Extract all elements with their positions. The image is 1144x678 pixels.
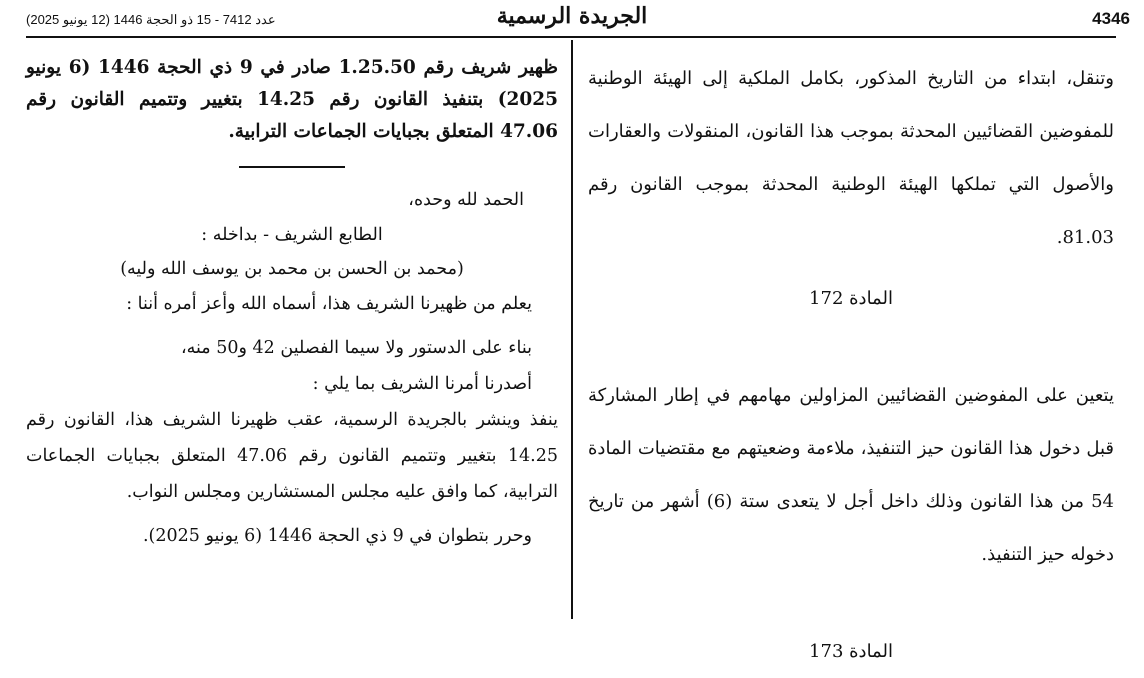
title-rule [239,166,345,168]
issue-info: عدد 7412 - 15 ذو الحجة 1446 (12 يونيو 2025) [26,12,276,27]
signed-at: وحرر بتطوان في 9 ذي الحجة 1446 (6 يونيو 2025). [142,526,532,546]
decree-title: ظهير شريف رقم 1.25.50 صادر في 9 ذي الحجة 1446 (6 يونيو 2025) بتنفيذ القانون رقم 14.25 بتغيير وتتميم القانون رقم 47.06 المتعلق بجبايات الجماعات الترابية. [26,57,558,142]
gazette-title: الجريدة الرسمية [496,3,648,29]
seal-label: الطابع الشريف - بداخله : [201,225,383,245]
page-number: 4346 [1092,9,1130,28]
article-172-paragraph: يتعين على المفوضين القضائيين المزاولين مهامهم في إطار المشاركة قبل دخول هذا القانون حيز التنفيذ، ملاءمة وضعيتهم مع مقتضيات المادة 54 من هذا القانون وذلك داخل أجل لا يتعدى ستة (6) أشهر من تاريخ دخوله حيز التنفيذ. [588,385,1114,565]
order-intro: أصدرنا أمرنا الشريف بما يلي : [312,374,532,394]
hamdala: الحمد لله وحده، [408,190,524,210]
king-name: (محمد بن الحسن بن محمد بن يوسف الله وليه) [120,259,464,279]
header-rule [26,36,1116,38]
article-172-heading: المادة 172 [809,288,893,309]
right-column [588,52,1114,678]
page-header [0,0,1144,38]
decree-body: ينفذ وينشر بالجريدة الرسمية، عقب ظهيرنا الشريف هذا، القانون رقم 14.25 بتغيير وتتميم القانون رقم 47.06 المتعلق بجبايات الجماعات الترابية، كما وافق عليه مجلس المستشارين ومجلس النواب. [26,410,558,502]
column-divider [571,40,573,619]
legal-basis: بناء على الدستور ولا سيما الفصلين 42 و50 منه، [181,338,532,358]
left-column [26,52,558,554]
announcement: يعلم من ظهيرنا الشريف هذا، أسماه الله وأعز أمره أننا : [126,294,532,314]
article-173-heading: المادة 173 [809,641,893,662]
transfer-paragraph: وتنقل، ابتداء من التاريخ المذكور، بكامل الملكية إلى الهيئة الوطنية للمفوضين القضائيين المحدثة بموجب هذا القانون، المنقولات والعقارات والأصول التي تملكها الهيئة الوطنية المحدثة بموجب القانون رقم 81.03. [588,68,1115,248]
